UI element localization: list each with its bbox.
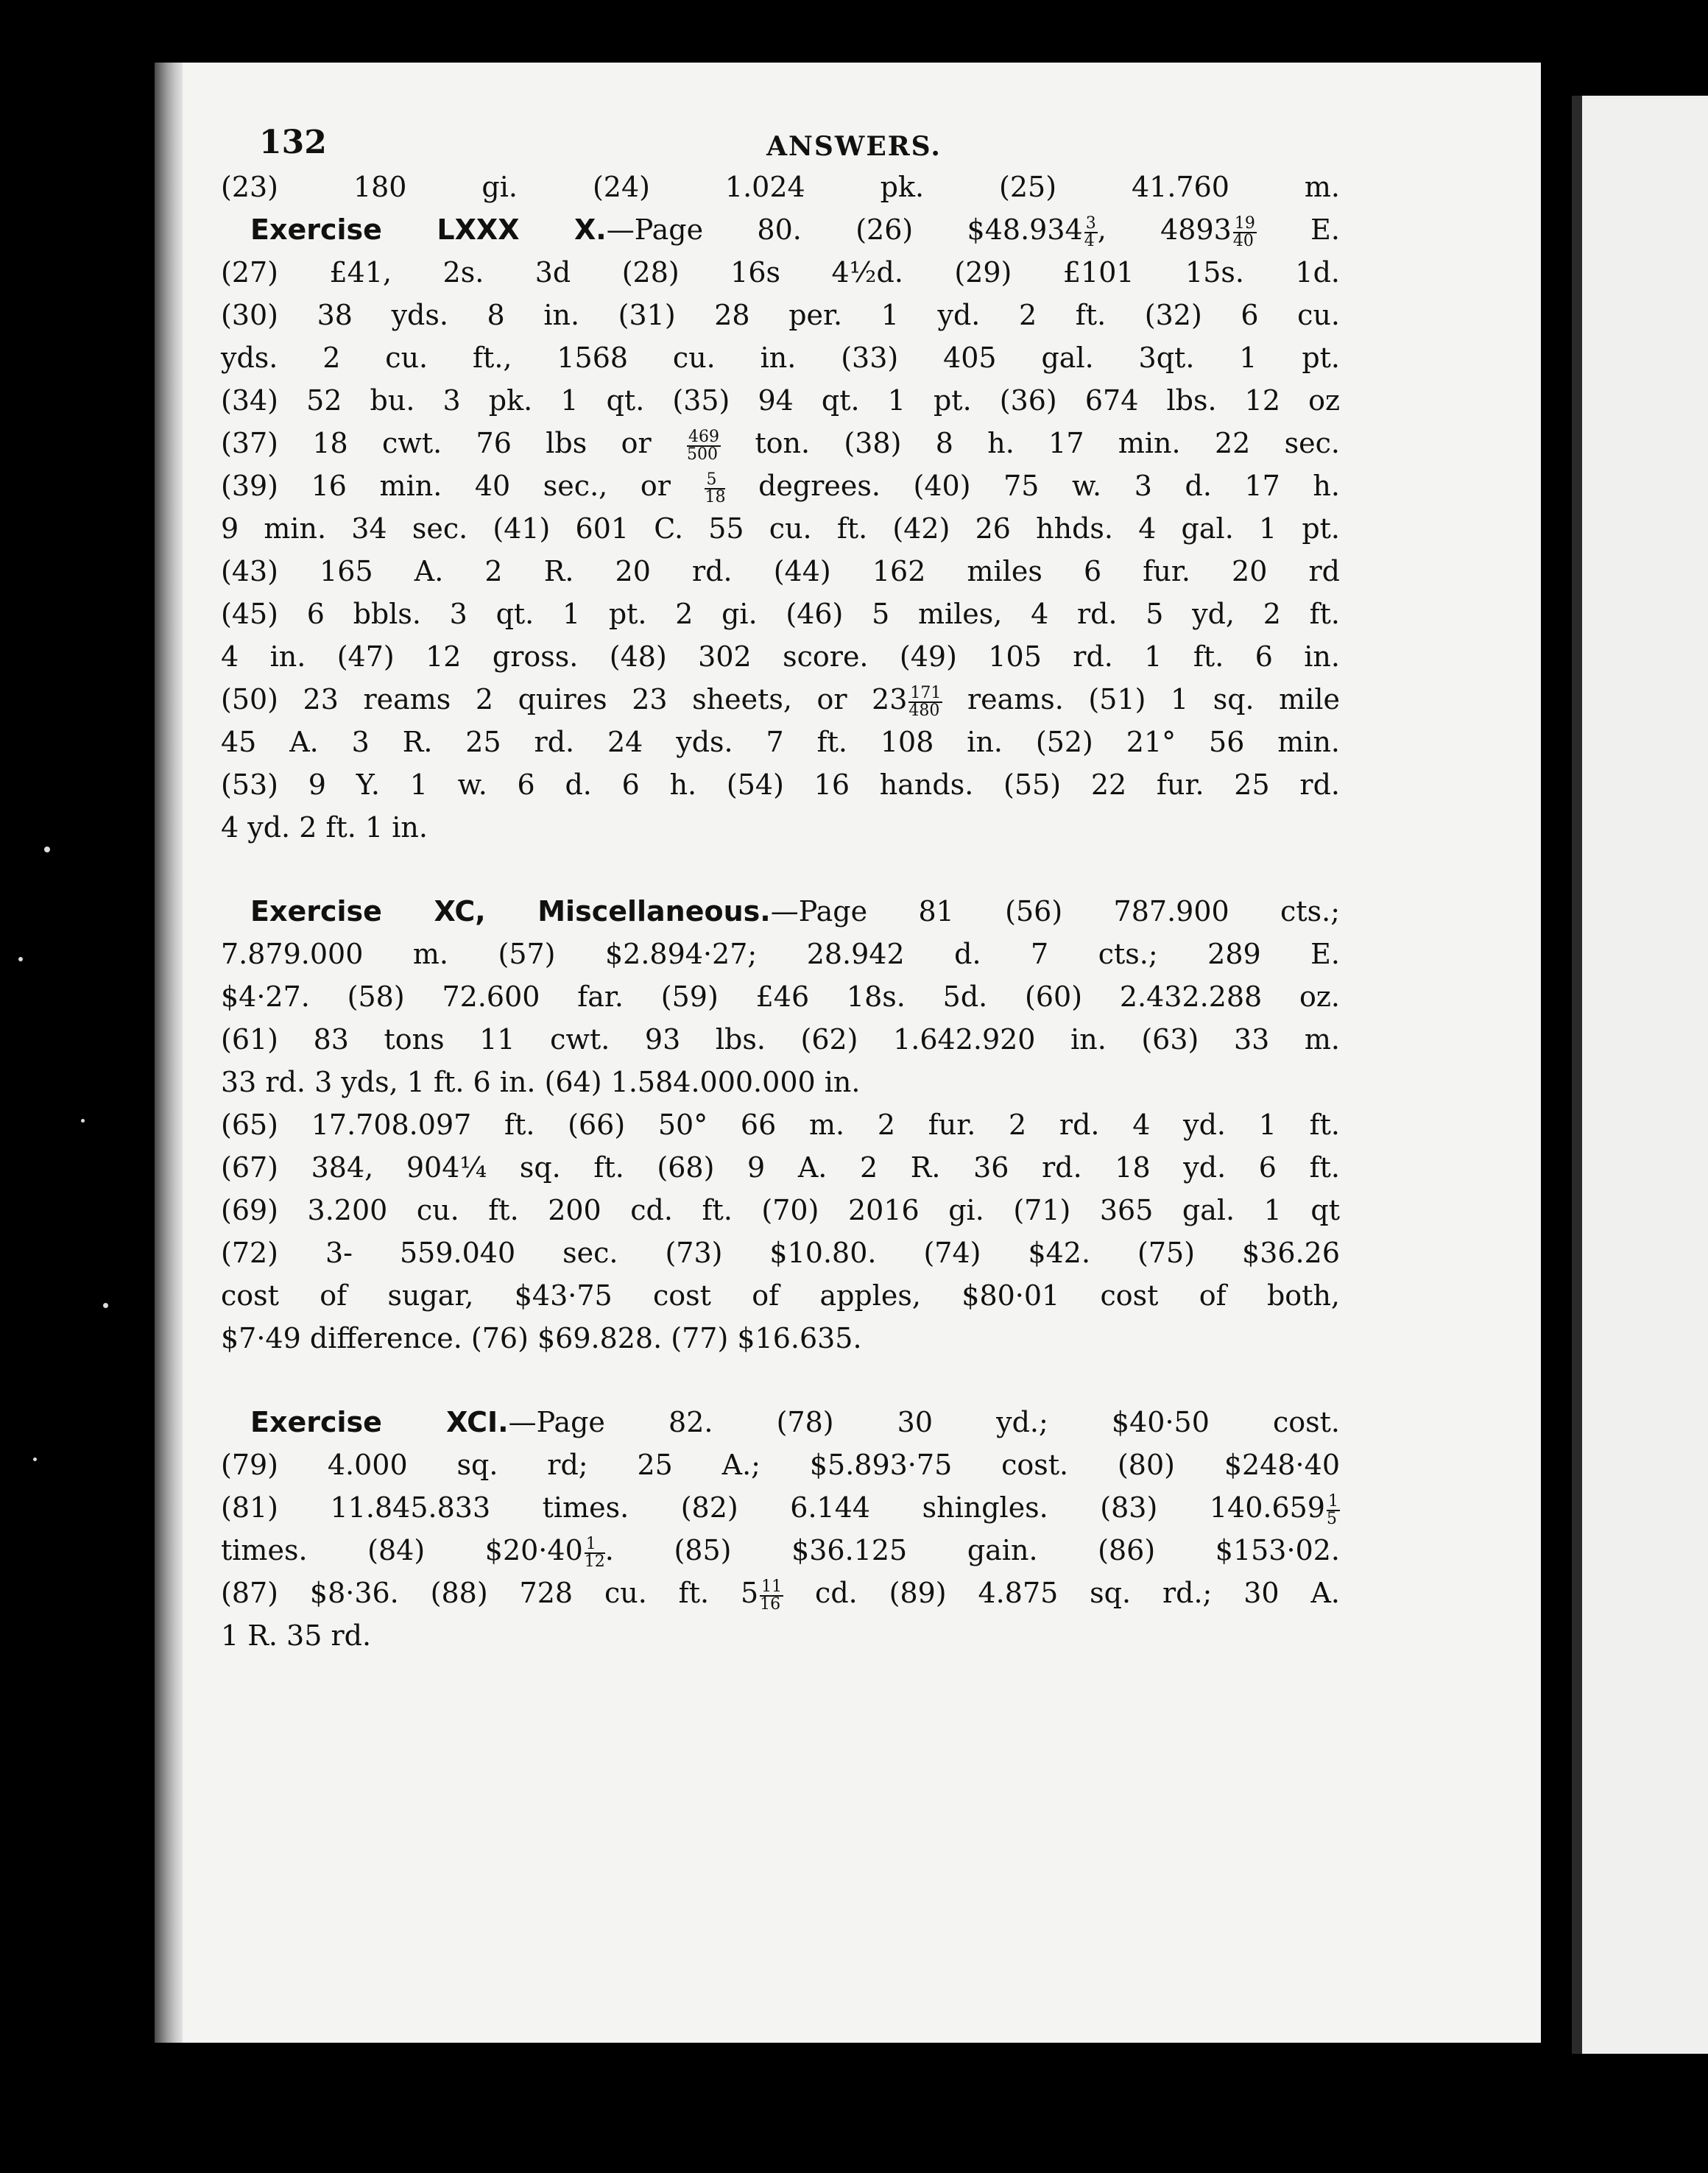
- text-run: , 4893: [1097, 213, 1232, 246]
- exercise-90-line: [221, 890, 1340, 933]
- text-run: cd. (89) 4.875 sq. rd.; 30 A.: [783, 1577, 1340, 1609]
- page-number: 132: [259, 124, 327, 161]
- fraction-denominator: 480: [908, 701, 940, 720]
- fraction-denominator: 4: [1084, 231, 1095, 250]
- text-line: 33 rd. 3 yds, 1 ft. 6 in. (64) 1.584.000.000 in.: [221, 1066, 861, 1098]
- fraction-numerator: 1: [1328, 1491, 1338, 1510]
- fraction: [1232, 213, 1257, 250]
- text-line: (72) 3- 559.040 sec. (73) $10.80. (74) $42. (75) $36.26: [221, 1237, 1340, 1269]
- text-line: 7.879.000 m. (57) $2.894·27; 28.942 d. 7 cts.; 289 E.: [221, 938, 1340, 970]
- fraction: [687, 429, 721, 463]
- text-run: E.: [1256, 213, 1340, 246]
- fraction: [585, 1536, 605, 1570]
- scan-speck: [44, 847, 50, 852]
- fraction-numerator: 19: [1234, 213, 1255, 233]
- text-line: $7·49 difference. (76) $69.828. (77) $16.635.: [221, 1322, 862, 1354]
- text-line: (65) 17.708.097 ft. (66) 50° 66 m. 2 fur. 2 rd. 4 yd. 1 ft.: [221, 1109, 1340, 1141]
- text-run: (37) 18 cwt. 76 lbs or: [221, 427, 652, 459]
- fraction-numerator: 1: [585, 1536, 605, 1554]
- text-line: (69) 3.200 cu. ft. 200 cd. ft. (70) 2016 gi. (71) 365 gal. 1 qt: [221, 1194, 1340, 1226]
- text-line: [221, 464, 1340, 507]
- text-line: 45 A. 3 R. 25 rd. 24 yds. 7 ft. 108 in. (52) 21° 56 min.: [221, 726, 1340, 758]
- facing-page-edge: [1572, 96, 1708, 2054]
- exercise-89-line: [221, 208, 1340, 251]
- text-line: 4 in. (47) 12 gross. (48) 302 score. (49) 105 rd. 1 ft. 6 in.: [221, 640, 1340, 673]
- scan-speck: [103, 1303, 108, 1308]
- text-run: (81) 11.845.833 times. (82) 6.144 shingles. (83) 140.659: [221, 1491, 1325, 1524]
- fraction-numerator: 171: [910, 683, 942, 702]
- scan-speck: [33, 1458, 37, 1461]
- fraction: [908, 685, 942, 719]
- fraction-numerator: 11: [761, 1577, 783, 1596]
- text-line: (61) 83 tons 11 cwt. 93 lbs. (62) 1.642.920 in. (63) 33 m.: [221, 1023, 1340, 1056]
- text-run: ton. (38) 8 h. 17 min. 22 sec.: [755, 427, 1340, 459]
- text-line: [221, 1486, 1340, 1529]
- exercise-91-line: [221, 1401, 1340, 1444]
- fraction-denominator: 40: [1232, 231, 1254, 250]
- exercise-heading: Exercise XC, Miscellaneous.: [250, 895, 771, 928]
- text-line: (30) 38 yds. 8 in. (31) 28 per. 1 yd. 2 ft. (32) 6 cu.: [221, 299, 1340, 331]
- text-run: (87) $8·36. (88) 728 cu. ft. 5: [221, 1577, 759, 1609]
- answers-text: [221, 166, 1340, 1657]
- fraction-denominator: 16: [760, 1594, 781, 1614]
- fraction-numerator: 3: [1085, 213, 1096, 233]
- text-run: —Page 80. (26) $48.934: [606, 213, 1083, 246]
- exercise-heading: Exercise LXXX X.: [250, 213, 607, 246]
- text-line: 1 R. 35 rd.: [221, 1619, 372, 1652]
- text-run: —Page 81 (56) 787.900 cts.;: [770, 895, 1340, 928]
- scan-speck: [81, 1119, 85, 1123]
- text-run: —Page 82. (78) 30 yd.; $40·50 cost.: [508, 1406, 1340, 1438]
- text-line: yds. 2 cu. ft., 1568 cu. in. (33) 405 gal. 3qt. 1 pt.: [221, 342, 1340, 374]
- text-line: (27) £41, 2s. 3d (28) 16s 4½d. (29) £101 15s. 1d.: [221, 256, 1340, 289]
- scan-book-edge: [155, 63, 184, 2043]
- text-line: 4 yd. 2 ft. 1 in.: [221, 811, 428, 844]
- text-line: (79) 4.000 sq. rd; 25 A.; $5.893·75 cost. (80) $248·40: [221, 1449, 1340, 1481]
- fraction-numerator: 469: [688, 427, 719, 446]
- text-line: (43) 165 A. 2 R. 20 rd. (44) 162 miles 6 fur. 20 rd: [221, 555, 1340, 587]
- text-line: (23) 180 gi. (24) 1.024 pk. (25) 41.760 m.: [221, 171, 1340, 203]
- text-line: 9 min. 34 sec. (41) 601 C. 55 cu. ft. (42) 26 hhds. 4 gal. 1 pt.: [221, 512, 1340, 545]
- text-line: cost of sugar, $43·75 cost of apples, $80·01 cost of both,: [221, 1279, 1340, 1312]
- running-head: ANSWERS.: [766, 131, 942, 162]
- text-line: (34) 52 bu. 3 pk. 1 qt. (35) 94 qt. 1 pt. (36) 674 lbs. 12 oz: [221, 384, 1340, 417]
- text-line: $4·27. (58) 72.600 far. (59) £46 18s. 5d. (60) 2.432.288 oz.: [221, 981, 1340, 1013]
- text-line: [221, 1572, 1340, 1614]
- text-run: . (85) $36.125 gain. (86) $153·02.: [604, 1534, 1341, 1566]
- fraction: [1084, 213, 1098, 250]
- fraction: [705, 472, 725, 506]
- text-line: (53) 9 Y. 1 w. 6 d. 6 h. (54) 16 hands. (55) 22 fur. 25 rd.: [221, 768, 1340, 801]
- text-run: (39) 16 min. 40 sec., or: [221, 470, 671, 502]
- text-line: [221, 678, 1340, 721]
- fraction: [760, 1579, 783, 1613]
- fraction-numerator: 5: [705, 472, 725, 490]
- text-line: (45) 6 bbls. 3 qt. 1 pt. 2 gi. (46) 5 miles, 4 rd. 5 yd, 2 ft.: [221, 598, 1340, 630]
- fraction-denominator: 12: [584, 1552, 605, 1571]
- text-run: degrees. (40) 75 w. 3 d. 17 h.: [758, 470, 1340, 502]
- fraction-denominator: 18: [705, 487, 726, 506]
- text-line: (67) 384, 904¼ sq. ft. (68) 9 A. 2 R. 36 rd. 18 yd. 6 ft.: [221, 1151, 1340, 1184]
- fraction-denominator: 500: [686, 445, 718, 464]
- text-run: times. (84) $20·40: [221, 1534, 583, 1566]
- fraction: [1327, 1491, 1340, 1528]
- text-run: reams. (51) 1 sq. mile: [967, 683, 1340, 716]
- text-line: [221, 1529, 1340, 1572]
- text-line: [221, 422, 1340, 464]
- fraction-denominator: 5: [1327, 1509, 1337, 1528]
- scan-speck: [18, 957, 23, 961]
- text-run: (50) 23 reams 2 quires 23 sheets, or 23: [221, 683, 908, 716]
- exercise-heading: Exercise XCI.: [250, 1406, 509, 1438]
